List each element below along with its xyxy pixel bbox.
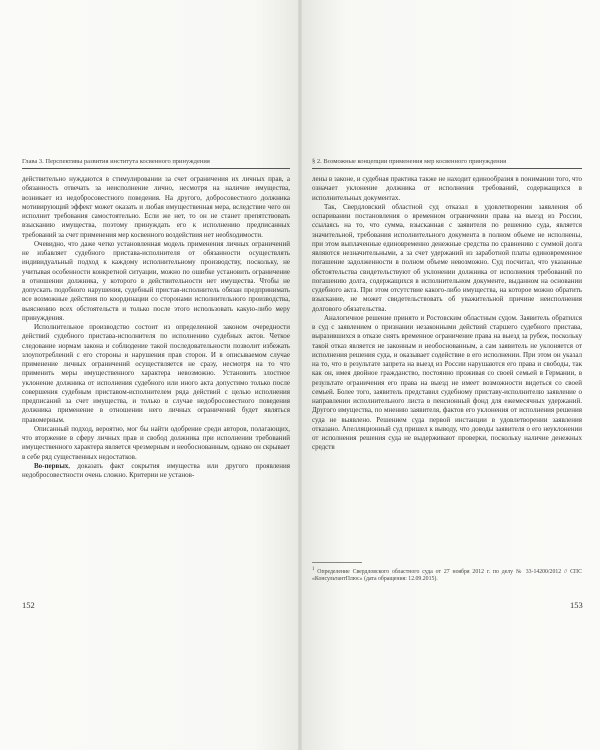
right-paragraph-3: Аналогичное решение принято и Ростовским областным судом. Заявитель обратился в суд с заявлением о признании незаконными действий старшего судебного пристава, выразившихся в отказе снять временное ограничение права на выезд за рубеж, поскольку такой отказ является не законным и необоснованным, а сам заявитель не уклоняется от исполнения решения суда, и оказывает содействие в его исполнении. При этом он указал на то, что в результате запрета на выезд из России нарушаются его права и свободы, так как он, имея двойное гражданство, постоянно проживая со своей семьей в Германии, в результате ограничения его права на выезд не имеет возможности видеться со своей семьей. Более того, заявитель представил судебному приставу-исполнителю заявление о направлении исполнительного листа в пенсионный фонд для ежемесячных удержаний. Другого имущества, по мнению заявителя, фактов его уклонения от исполнения решения суда не выявлено. Решением суда первой инстанции в удовлетворении заявления отказано. Апелляционный суд пришел к выводу, что доводы заявителя о его неуклонении от исполнения решения суда не выдерживают проверки, поскольку наличие денежных средств: [312, 313, 582, 452]
left-running-header: Глава 3. Перспективы развития института косвенного принуждения: [22, 158, 210, 165]
right-page-number: 153: [570, 600, 583, 610]
left-body: [22, 175, 290, 480]
left-header-rule: [22, 168, 290, 169]
footnote-rule: [312, 562, 362, 563]
left-paragraph-3: Исполнительное производство состоит из определенной законом очередности действий судебного пристава-исполнителя по исполнению судебных актов. Четкое следование нормам закона и соблюдение такой последовательности позволит избежать злоупотреблений с его стороны и нарушения прав сторон. И в описываемом случае применение личных ограничений осуществляется не сразу, несмотря на то что применить меры имущественного характера невозможно. Установить злостное уклонение должника от исполнения судебного или иного акта допустимо только после совершения судебным приставом-исполнителем ряда действий с целью исполнения предписаний за счет имущества, и только в случае недобросовестного поведения должника применение в отношении него личных ограничений будет являться правомерным.: [22, 323, 290, 424]
right-body: [312, 175, 582, 453]
right-paragraph-2: Так, Свердловский областной суд отказал в удовлетворении заявления об оспаривании постановления о временном ограничении права на выезд из России, ссылаясь на то, что сумма, взысканная с заявителя по решению суда, является значительной, требования исполнительного документа в полном объеме не исполнены, при этом выплаченные единовременно денежные средства по сравнению с суммой долга являются незначительными, а за счет удержаний из заработной платы единовременное погашение задолженности в полном объеме невозможно. Суд посчитал, что указанные обстоятельства свидетельствуют об уклонении должника от исполнения требований по погашению долга, содержащихся в исполнительном документе, выданном на основании судебного акта. При этом отсутствие какого-либо имущества, на которое можно обратить взыскание, не может свидетельствовать об уважительной причине неисполнения долгового обязательства.: [312, 202, 582, 313]
left-page: [0, 0, 298, 750]
right-page: [302, 0, 600, 750]
left-paragraph-2: Очевидно, что даже четко установленная модель применения личных ограничений не избавляет судебного пристава-исполнителя от обязанности осуществлять индивидуальный подход к каждому исполнительному производству, поскольку, не учитывая особенности конкретной ситуации, можно по ошибке установить ограничение в отношении должника, у которого в действительности нет имущества. Чтобы не допускать подобного нарушения, судебный пристав-исполнитель обязан предпринимать все возможные действия по координации со сторонами исполнительного производства, выяснению всех обстоятельств и только после этого использовать какую-либо меру принуждения.: [22, 239, 290, 322]
left-page-number: 152: [22, 600, 35, 610]
right-running-header: § 2. Возможные концепции применения мер косвенного принуждения: [312, 158, 507, 165]
footnote-text: Определение Свердловского областного суда от 27 ноября 2012 г. по делу № 33-14200/2012 // СПС «КонсультантПлюс» (дата обращения: 12.09.2015).: [312, 568, 582, 583]
left-paragraph-4: Описанный подход, вероятно, мог бы найти одобрение среди авторов, полагающих, что вторжение в сферу личных прав и свобод должника при исполнении требований имущественного характера является чрезмерным и необоснованным, однако он скрывает в себе ряд существенных недостатков.: [22, 424, 290, 461]
right-header-rule: [312, 168, 582, 169]
left-paragraph-5-text: , доказать факт сокрытия имущества или другого проявления недобросовестности очень сложно. Критерии не установ-: [22, 461, 290, 479]
footnote: $^1$ Определение Свердловского областного суда от 27 ноября 2012 г. по делу № 33-14200/2012 // СПС «КонсультантПлюс» (дата обращения: 12.09.2015).: [312, 567, 582, 583]
left-paragraph-5: [22, 462, 290, 481]
left-paragraph-1: действительно нуждаются в стимулировании за счет ограничения их личных прав, а обязанность отвечать за неисполнение лично, несмотря на наличие имущества, возникает из недобросовестного поведения. На другого, добросовестного должника мотивирующий эффект может оказать и любая имущественная мера, вследствие чего он исполнит требования самостоятельно. Если же нет, то он не станет препятствовать взысканию имущества, поэтому принуждать его к исполнению предписанных требований за счет применения мер косвенного воздействия нет необходимости.: [22, 175, 290, 239]
right-paragraph-1: лены в законе, и судебная практика также не находит единообразия в понимании того, что означает уклонение должника от исполнения требований, содержащихся в исполнительных документах.: [312, 175, 582, 202]
first-point-label: Во-первых: [34, 461, 69, 470]
